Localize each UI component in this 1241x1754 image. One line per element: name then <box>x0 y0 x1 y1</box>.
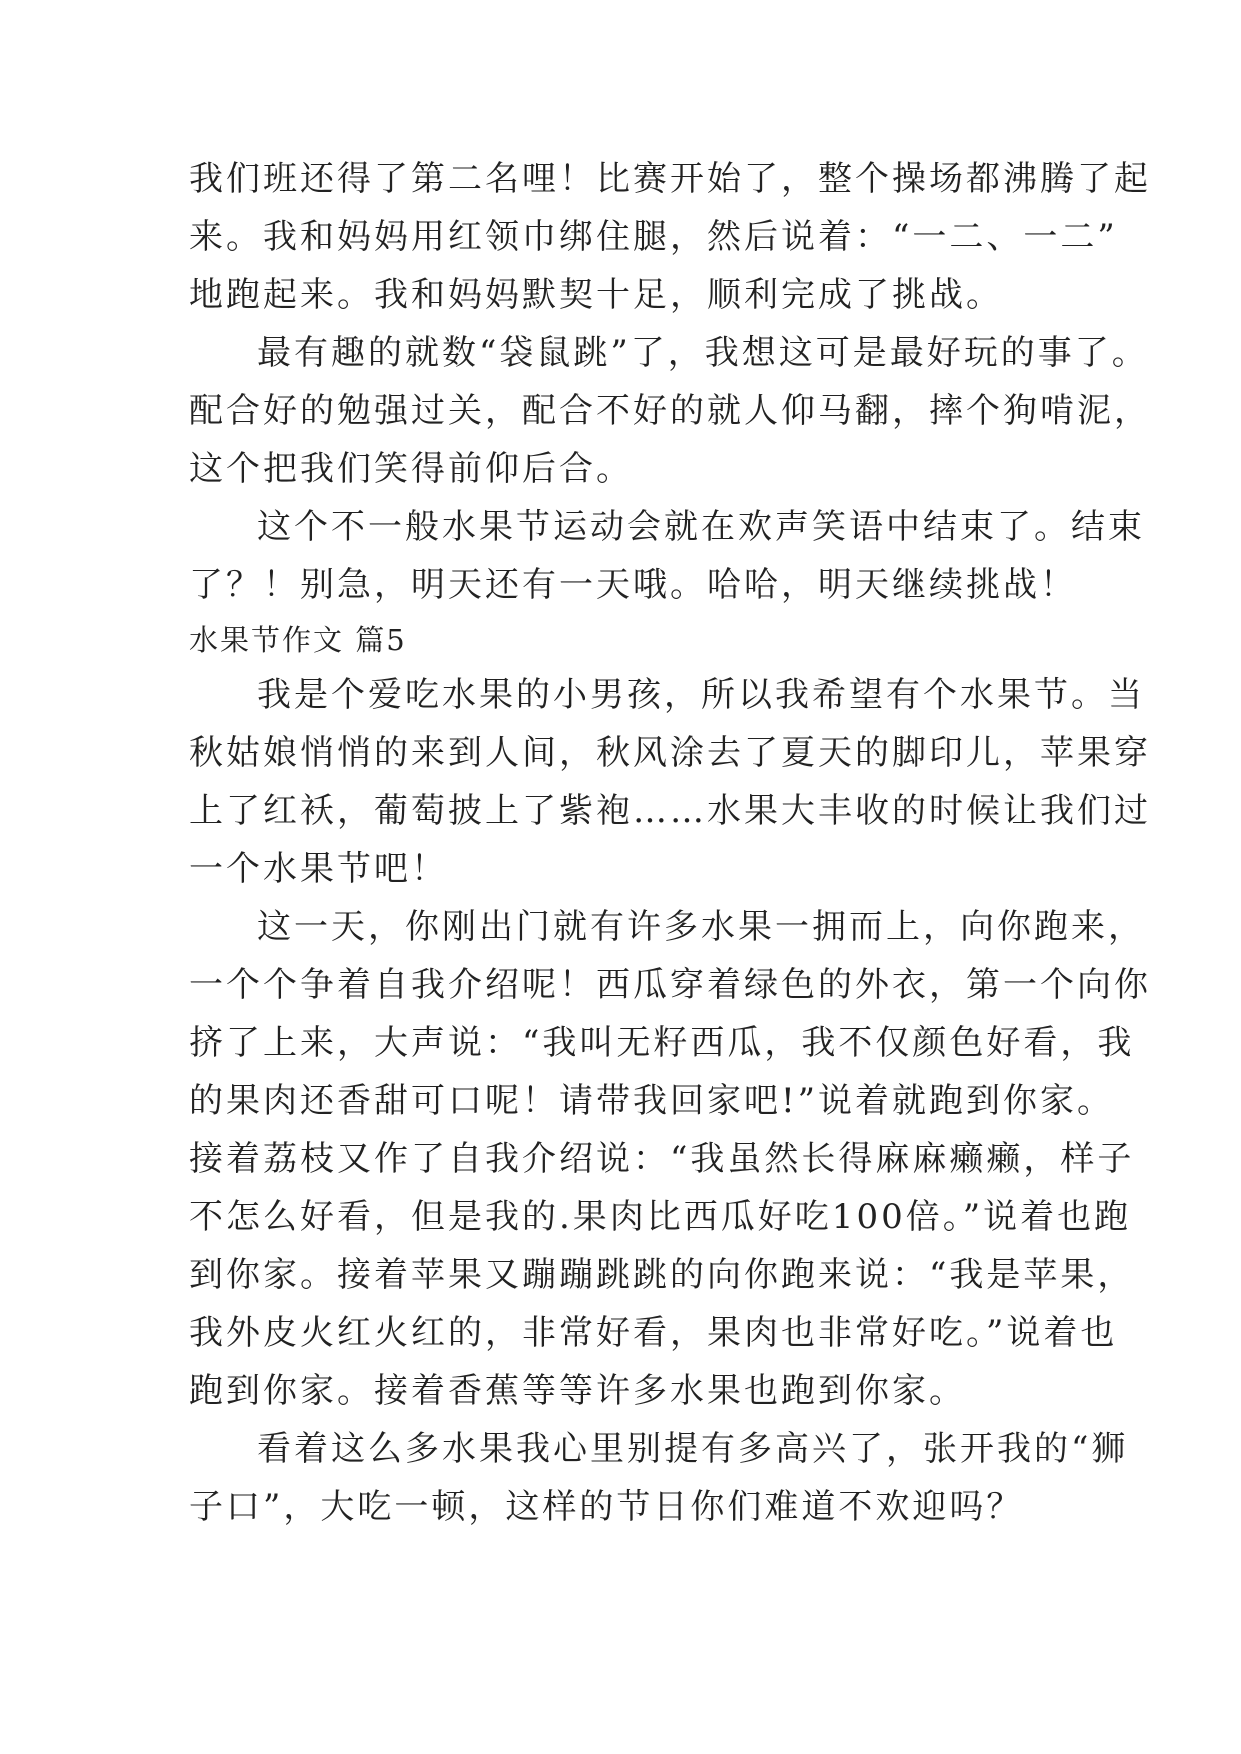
paragraph-line: 这个不一般水果节运动会就在欢声笑语中结束了。结束 <box>257 507 1145 547</box>
paragraph-line: 我们班还得了第二名哩！比赛开始了，整个操场都沸腾了起 <box>189 159 1151 199</box>
paragraph-line: 子口”，大吃一顿，这样的节日你们难道不欢迎吗？ <box>189 1487 1024 1527</box>
section-heading: 水果节作文 篇5 <box>189 623 407 657</box>
paragraph-line: 了？！别急，明天还有一天哦。哈哈，明天继续挑战！ <box>189 565 1077 605</box>
paragraph-line: 秋姑娘悄悄的来到人间，秋风涂去了夏天的脚印儿，苹果穿 <box>189 733 1151 773</box>
paragraph-line: 跑到你家。接着香蕉等等许多水果也跑到你家。 <box>189 1371 966 1411</box>
paragraph-line: 这个把我们笑得前仰后合。 <box>189 449 633 489</box>
paragraph-line: 配合好的勉强过关，配合不好的就人仰马翻，摔个狗啃泥， <box>189 391 1151 431</box>
paragraph-line: 一个水果节吧！ <box>189 849 448 889</box>
paragraph-line: 不怎么好看，但是我的.果肉比西瓜好吃100倍。”说着也跑 <box>189 1197 1132 1237</box>
paragraph-line: 我是个爱吃水果的小男孩，所以我希望有个水果节。当 <box>257 675 1145 715</box>
paragraph-line: 来。我和妈妈用红领巾绑住腿，然后说着：“一二、一二” <box>189 217 1118 257</box>
paragraph-line: 地跑起来。我和妈妈默契十足，顺利完成了挑战。 <box>189 275 1003 315</box>
paragraph-line: 挤了上来，大声说：“我叫无籽西瓜，我不仅颜色好看，我 <box>189 1023 1135 1063</box>
paragraph-line: 到你家。接着苹果又蹦蹦跳跳的向你跑来说：“我是苹果， <box>189 1255 1135 1295</box>
paragraph-line: 上了红袄，葡萄披上了紫袍……水果大丰收的时候让我们过 <box>189 791 1151 831</box>
paragraph-line: 看着这么多水果我心里别提有多高兴了，张开我的“狮 <box>257 1429 1129 1469</box>
paragraph-line: 最有趣的就数“袋鼠跳”了，我想这可是最好玩的事了。 <box>257 333 1149 373</box>
paragraph-line: 的果肉还香甜可口呢！请带我回家吧!”说着就跑到你家。 <box>189 1081 1115 1121</box>
paragraph-line: 接着荔枝又作了自我介绍说：“我虽然长得麻麻癞癞，样子 <box>189 1139 1135 1179</box>
paragraph-line: 这一天，你刚出门就有许多水果一拥而上，向你跑来， <box>257 907 1145 947</box>
paragraph-line: 一个个争着自我介绍呢！西瓜穿着绿色的外衣，第一个向你 <box>189 965 1151 1005</box>
essay-body <box>189 150 1151 1536</box>
paragraph-line: 我外皮火红火红的，非常好看，果肉也非常好吃。”说着也 <box>189 1313 1118 1353</box>
